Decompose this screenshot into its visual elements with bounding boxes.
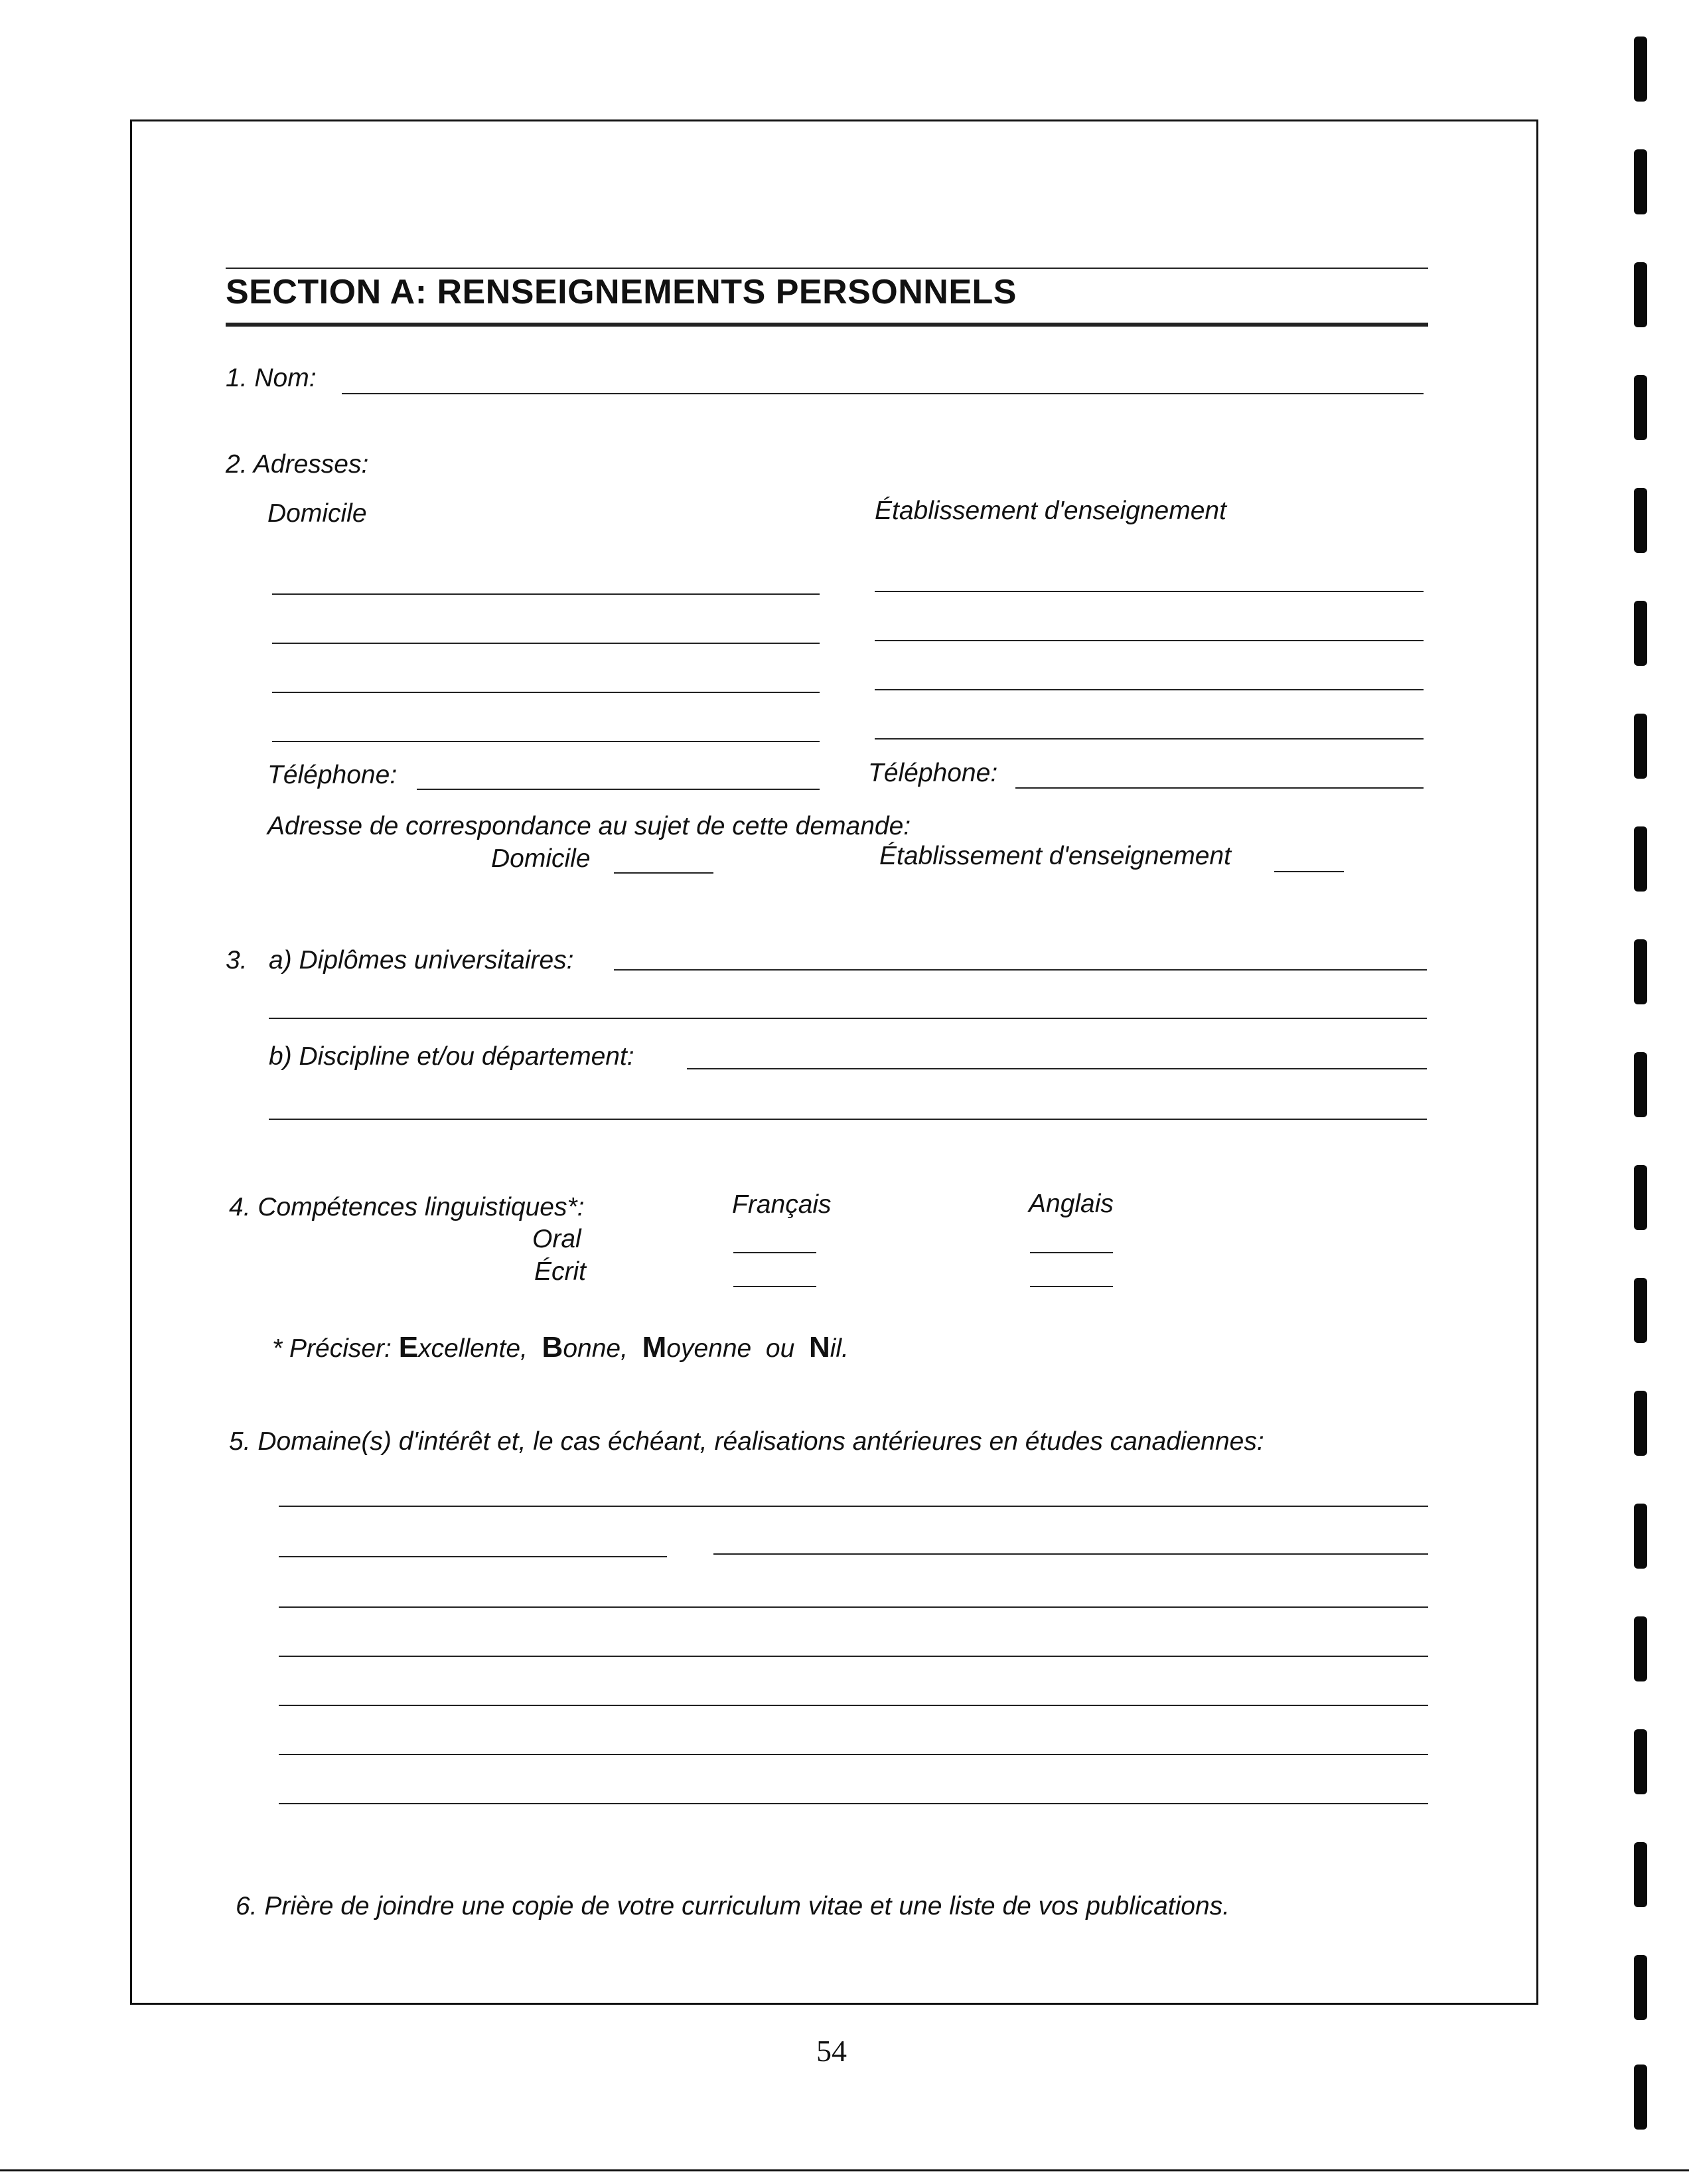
english-oral-field[interactable] [1030,1252,1113,1253]
binder-ring [1634,939,1647,1004]
binder-ring [1634,826,1647,892]
binder-ring [1634,601,1647,666]
level-good-initial: B [542,1331,563,1364]
binder-ring [1634,1278,1647,1343]
home-phone-label: Téléphone: [267,761,398,789]
degrees-field-line-2[interactable] [269,1018,1427,1019]
level-average-initial: M [642,1331,667,1364]
school-address-heading: Établissement d'enseignement [875,497,1226,525]
correspondence-home-field[interactable] [614,872,713,874]
binder-ring [1634,2065,1647,2130]
heading-top-rule [226,268,1428,269]
correspondence-school-label: Établissement d'enseignement [879,842,1231,870]
discipline-label: b) Discipline et/ou département: [269,1042,634,1071]
interests-line[interactable] [279,1506,1428,1507]
cv-instruction: 6. Prière de joindre une copie de votre curriculum vitae et une liste de vos publications. [236,1892,1230,1920]
school-phone-field[interactable] [1015,787,1424,789]
home-address-line[interactable] [272,643,820,644]
school-address-line[interactable] [875,689,1424,690]
name-field[interactable] [342,393,1424,394]
level-good-rest: onne, [563,1334,628,1363]
school-address-line[interactable] [875,640,1424,641]
level-nil-initial: N [808,1331,830,1364]
binder-ring [1634,1165,1647,1230]
discipline-field[interactable] [687,1068,1427,1069]
school-address-line[interactable] [875,591,1424,592]
home-address-line[interactable] [272,593,820,595]
french-column-header: Français [732,1190,832,1219]
question-3-number: 3. [226,946,248,975]
school-address-line[interactable] [875,738,1424,740]
home-phone-field[interactable] [417,789,820,790]
binder-ring [1634,1955,1647,2020]
binder-ring [1634,1052,1647,1117]
home-address-heading: Domicile [267,499,367,528]
degrees-label: a) Diplômes universitaires: [269,946,574,975]
page-number: 54 [816,2034,847,2068]
binder-ring [1634,1391,1647,1456]
binder-ring [1634,714,1647,779]
heading-bottom-rule [226,323,1428,327]
interests-line[interactable] [279,1705,1428,1706]
section-title: SECTION A: RENSEIGNEMENTS PERSONNELS [226,273,1017,311]
english-column-header: Anglais [1029,1190,1114,1218]
level-nil-rest: il. [830,1334,849,1363]
oral-row-label: Oral [532,1225,581,1253]
correspondence-label: Adresse de correspondance au sujet de cette demande: [267,812,911,840]
interests-line[interactable] [279,1803,1428,1804]
home-address-line[interactable] [272,692,820,693]
binder-ring [1634,488,1647,553]
addresses-label: 2. Adresses: [226,450,369,479]
correspondence-school-field[interactable] [1274,871,1344,872]
proficiency-note [272,1331,849,1364]
school-phone-label: Téléphone: [868,759,998,787]
binder-ring [1634,262,1647,327]
correspondence-home-label: Domicile [491,844,591,873]
interests-line-left[interactable] [279,1556,667,1557]
binder-ring [1634,1842,1647,1907]
level-average-rest: oyenne [666,1334,752,1363]
interests-line[interactable] [279,1754,1428,1755]
interests-label: 5. Domaine(s) d'intérêt et, le cas échéant, réalisations antérieures en études canadiennes: [229,1427,1264,1456]
binder-ring [1634,149,1647,214]
discipline-field-line-2[interactable] [269,1119,1427,1120]
interests-line-right[interactable] [713,1553,1428,1555]
french-written-field[interactable] [733,1286,816,1287]
english-written-field[interactable] [1030,1286,1113,1287]
or-word: ou [765,1334,795,1363]
binder-ring [1634,1729,1647,1794]
home-address-line[interactable] [272,741,820,742]
language-skills-label: 4. Compétences linguistiques*: [229,1193,585,1221]
binder-ring [1634,1616,1647,1681]
interests-line[interactable] [279,1606,1428,1608]
page-bottom-edge [0,2169,1689,2171]
proficiency-note-prefix: * Préciser: [272,1334,392,1363]
written-row-label: Écrit [534,1257,586,1286]
level-excellent-initial: E [398,1331,419,1364]
binder-ring [1634,375,1647,440]
name-label: 1. Nom: [226,364,317,392]
binder-ring [1634,37,1647,102]
binder-ring [1634,1504,1647,1569]
degrees-field[interactable] [614,969,1427,971]
level-excellent-rest: xcellente, [418,1334,528,1363]
interests-line[interactable] [279,1656,1428,1657]
french-oral-field[interactable] [733,1252,816,1253]
